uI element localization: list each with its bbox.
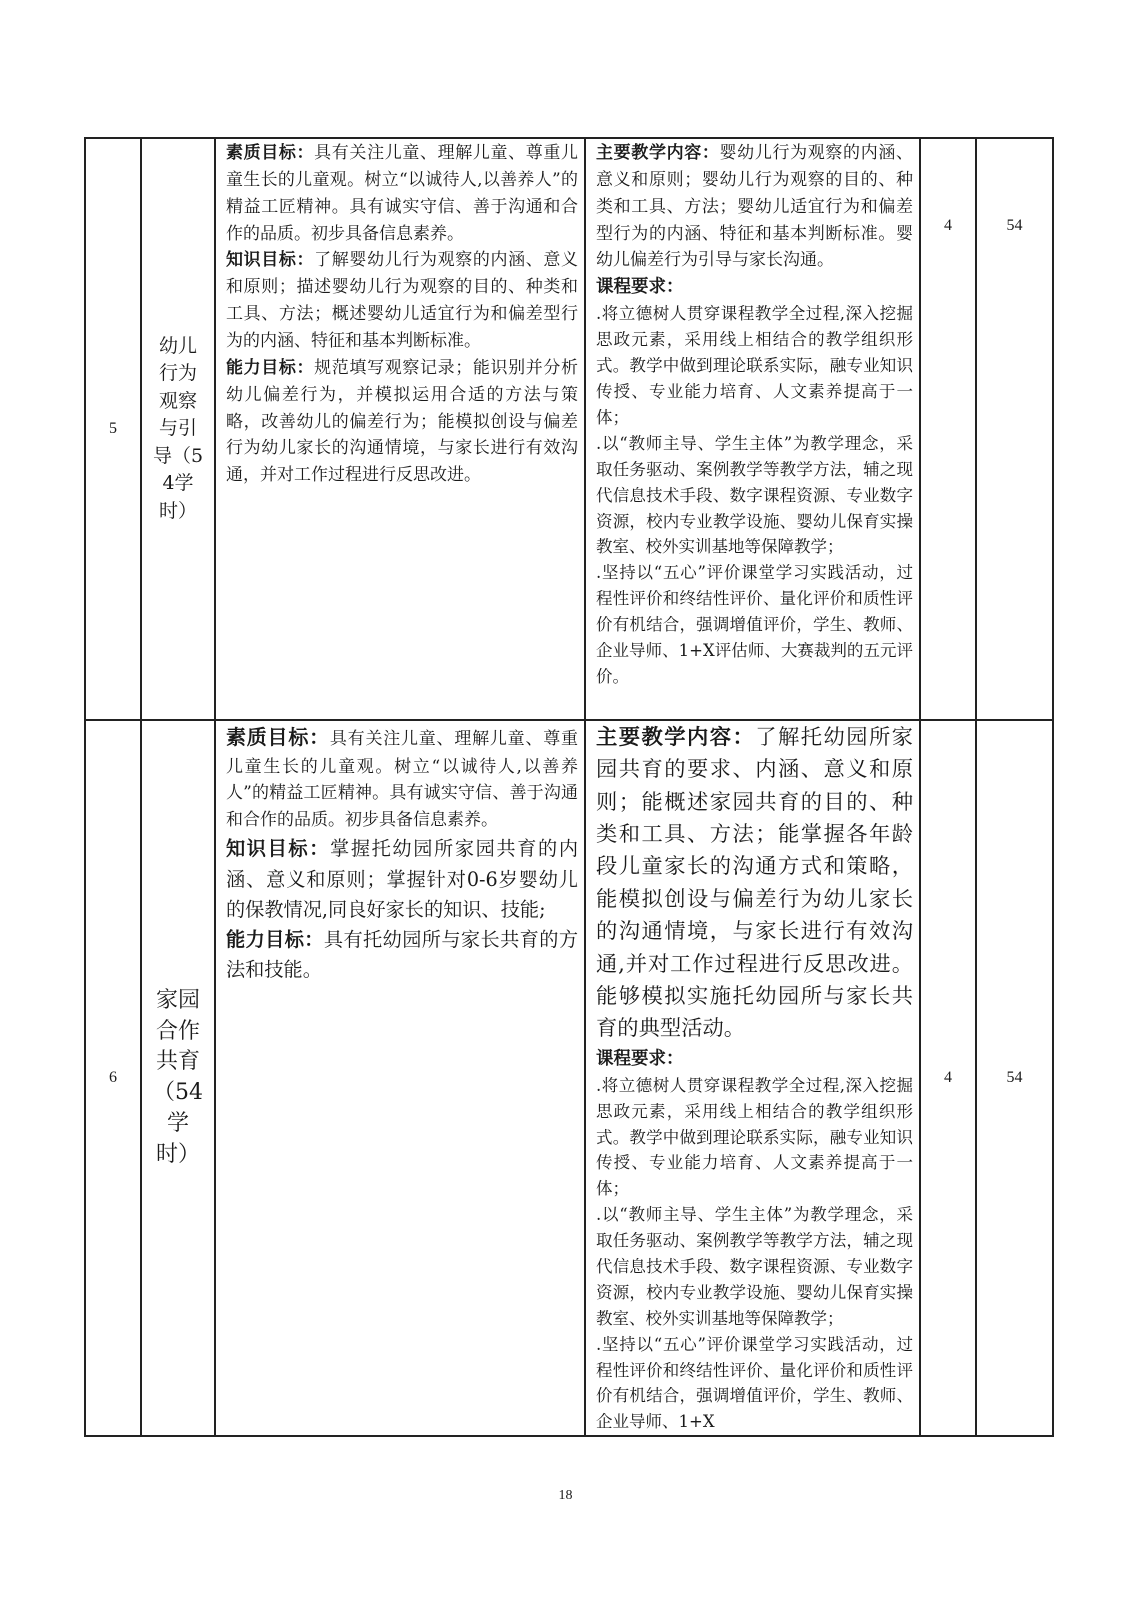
knowledge-objective-text: 掌握托幼园所家园共育的内涵、意义和原则；掌握针对0-6岁婴幼儿的保教情况,同良好家长的知识、技能; (226, 837, 579, 921)
knowledge-objective (226, 834, 578, 925)
course-table (84, 137, 1054, 1437)
requirement-item: .坚持以“五心”评价课堂学习实践活动，过程性评价和终结性评价、量化评价和质性评价有机结合，强调增值评价，学生、教师、企业导师、1+X评估师、大赛裁判的五元评价。 (596, 563, 913, 686)
requirement-item: .坚持以“五心”评价课堂学习实践活动，过程性评价和终结性评价、量化评价和质性评价有机结合，强调增值评价，学生、教师、企业导师、1+X (596, 1334, 913, 1432)
knowledge-objective-label: 知识目标： (226, 250, 315, 271)
requirements-label: 课程要求： (596, 277, 684, 298)
requirements-label: 课程要求： (596, 1048, 684, 1069)
quality-objective-text: 具有关注儿童、理解儿童、尊重儿童生长的儿童观。树立“以诚待人,以善养人”的精益工匠精神。具有诚实守信、善于沟通和合作的品质。初步具备信息素养。 (226, 143, 579, 244)
main-content-text: 了解托幼园所家园共育的要求、内涵、意义和原则；能概述家园共育的目的、种类和工具、方法；能掌握各年龄段儿童家长的沟通方式和策略，能模拟创设与偏差行为幼儿家长的沟通情境，与家长进行有效沟通,并对工作过程进行反思改进。能够模拟实施托幼园所与家长共育的典型活动。 (596, 725, 913, 1042)
quality-objective-text: 具有关注儿童、理解儿童、尊重儿童生长的儿童观。树立“以诚待人,以善养人”的精益工匠精神。具有诚实守信、善于沟通和合作的品质。初步具备信息素养。 (226, 729, 579, 831)
ability-objective-text: 规范填写观察记录；能识别并分析幼儿偏差行为，并模拟运用合适的方法与策略，改善幼儿的偏差行为；能模拟创设与偏差行为幼儿家长的沟通情境，与家长进行有效沟通，并对工作过程进行反思改进。 (226, 357, 579, 486)
hours: 54 (976, 720, 1053, 1436)
requirement-item: .将立德树人贯穿课程教学全过程,深入挖掘思政元素，采用线上相结合的教学组织形式。教学中做到理论联系实际，融专业知识传授、专业能力培育、人文素养提高于一体； (596, 304, 913, 427)
course-name: 幼儿行为观察与引导（54学时） (152, 334, 204, 522)
quality-objective-label: 素质目标： (226, 143, 315, 163)
ability-objective-label: 能力目标： (226, 928, 324, 952)
quality-objective (226, 722, 578, 834)
credits: 4 (920, 720, 976, 1436)
row-number: 5 (85, 138, 141, 720)
ability-objective-text: 具有托幼园所与家长共育的方法和技能。 (226, 928, 579, 982)
knowledge-objective-label: 知识目标： (226, 837, 331, 861)
objectives-cell (215, 138, 585, 720)
course-name: 家园合作共育（54学时） (153, 987, 203, 1167)
knowledge-objective (226, 247, 578, 354)
table-row (85, 138, 1053, 720)
content-cell (585, 720, 920, 1436)
requirement-item: .将立德树人贯穿课程教学全过程,深入挖掘思政元素，采用线上相结合的教学组织形式。教学中做到理论联系实际，融专业知识传授、专业能力培育、人文素养提高于一体； (596, 1075, 913, 1199)
main-content-text: 婴幼儿行为观察的内涵、意义和原则；婴幼儿行为观察的目的、种类和工具、方法；婴幼儿适宜行为和偏差型行为的内涵、特征和基本判断标准。婴幼儿偏差行为引导与家长沟通。 (596, 143, 914, 271)
ability-objective-label: 能力目标： (226, 357, 315, 378)
quality-objective (226, 140, 578, 247)
requirement-item: .以“教师主导、学生主体”为教学理念，采取任务驱动、案例教学等教学方法，辅之现代信息技术手段、数字课程资源、专业数字资源，校内专业教学设施、婴幼儿保育实操教室、校外实训基地等保障教学； (596, 433, 913, 557)
ability-objective (226, 925, 578, 986)
credits: 4 (920, 138, 976, 720)
table-row (85, 720, 1053, 1436)
course-name-cell (141, 138, 215, 720)
quality-objective-label: 素质目标： (226, 725, 330, 749)
requirement-item: .以“教师主导、学生主体”为教学理念，采取任务驱动、案例教学等教学方法，辅之现代信息技术手段、数字课程资源、专业数字资源，校内专业教学设施、婴幼儿保育实操教室、校外实训基地等保障教学； (596, 1205, 913, 1328)
content-cell (585, 138, 920, 720)
row-number: 6 (85, 720, 141, 1436)
objectives-cell (215, 720, 585, 1436)
ability-objective (226, 355, 578, 489)
hours: 54 (976, 138, 1053, 720)
main-content-label: 主要教学内容： (596, 725, 756, 750)
course-name-cell (141, 720, 215, 1436)
main-content (596, 140, 913, 274)
page-number: 18 (558, 1488, 573, 1503)
main-content-label: 主要教学内容： (596, 143, 720, 163)
knowledge-objective-text: 了解婴幼儿行为观察的内涵、意义和原则；描述婴幼儿行为观察的目的、种类和工具、方法；概述婴幼儿适宜行为和偏差型行为的内涵、特征和基本判断标准。 (226, 250, 579, 352)
main-content (596, 722, 913, 1046)
